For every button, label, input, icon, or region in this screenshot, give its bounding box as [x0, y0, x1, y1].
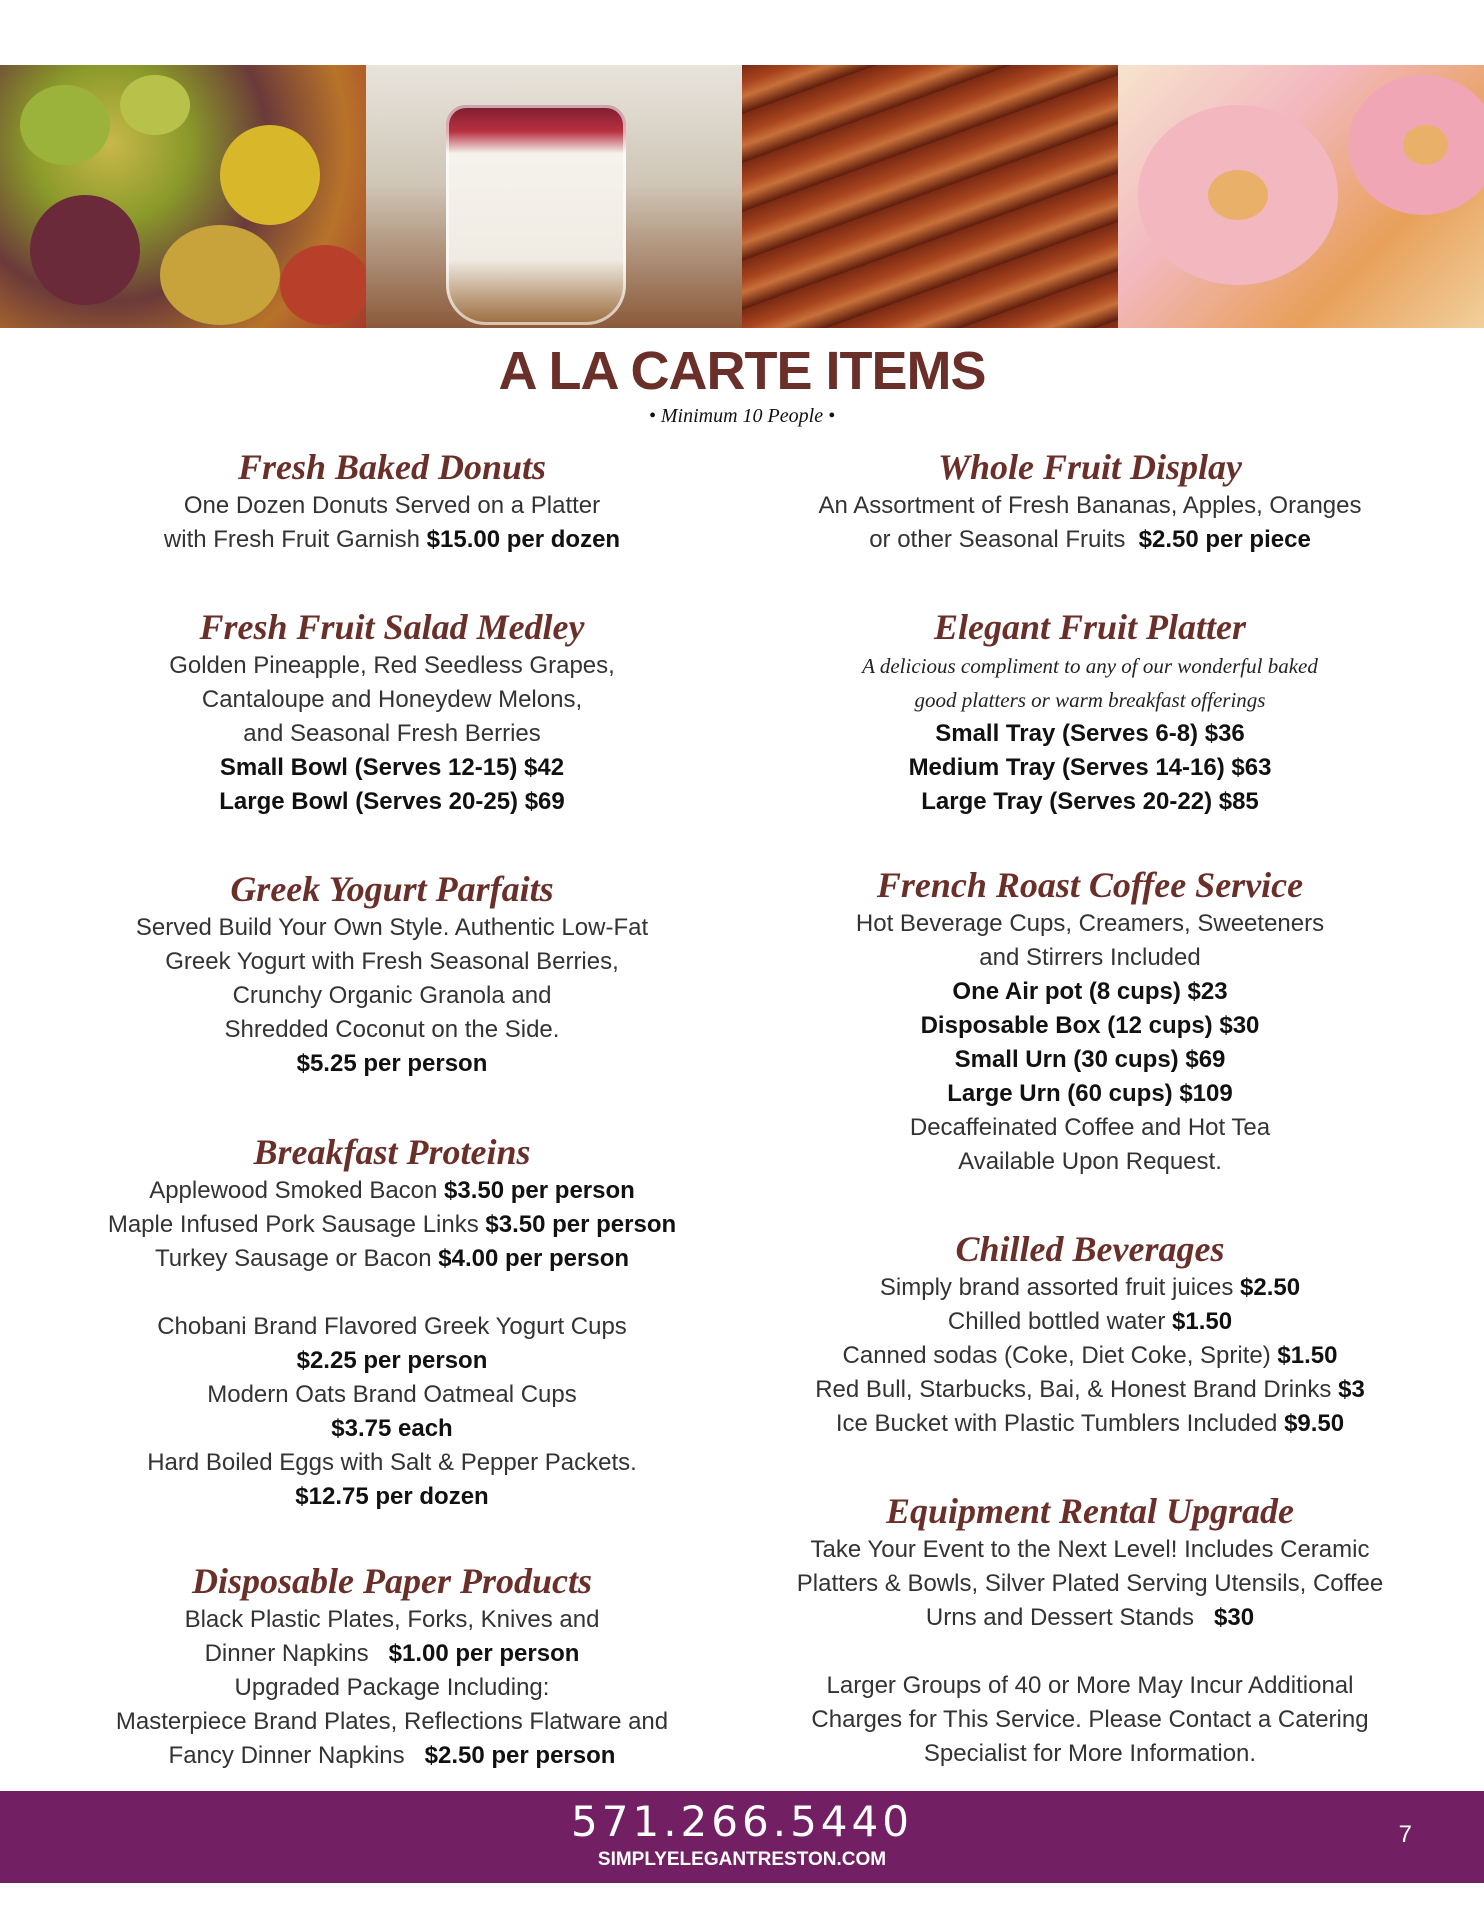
item-greek-yogurt-parfaits: Greek Yogurt Parfaits Served Build Your Own Style. Authentic Low-Fat Greek Yogurt with Fresh Seasonal Berries, Crunchy Organic Granola and Shredded Coconut on the Side. $5.25 per person — [82, 867, 702, 1081]
donut-photo — [1118, 65, 1484, 328]
price: $1.50 — [1277, 1342, 1338, 1369]
price: $1.00 per person — [388, 1640, 580, 1667]
page-number: 7 — [1398, 1821, 1412, 1848]
item-equipment-rental-upgrade: Equipment Rental Upgrade Take Your Event to the Next Level! Includes Ceramic Platters & Bowls, Silver Plated Serving Utensils, Coffee Urns and Dessert Stands $30 Larger Groups of 40 or More May Incur Additional Charges for This Service. Please Contact a Catering Specialist for More Information. — [770, 1489, 1410, 1771]
price: Medium Tray (Serves 14-16) $63 — [908, 754, 1272, 781]
item-title: French Roast Coffee Service — [876, 865, 1304, 905]
price: Disposable Box (12 cups) $30 — [920, 1012, 1260, 1039]
price: Large Bowl (Serves 20-25) $69 — [219, 788, 565, 815]
price: $3.50 per person — [444, 1177, 635, 1204]
item-fresh-baked-donuts: Fresh Baked Donuts One Dozen Donuts Served on a Platter with Fresh Fruit Garnish $15.00 per dozen — [82, 445, 702, 557]
price: $3 — [1338, 1376, 1365, 1403]
price: $30 — [1214, 1604, 1255, 1631]
page-title: A LA CARTE ITEMS — [498, 341, 986, 401]
hero-photo-strip — [0, 65, 1484, 328]
footer-bar — [0, 1791, 1484, 1883]
price: $2.25 per person — [296, 1347, 488, 1374]
item-title: Elegant Fruit Platter — [933, 607, 1247, 647]
item-french-roast-coffee-service: French Roast Coffee Service Hot Beverage Cups, Creamers, Sweeteners and Stirrers Included One Air pot (8 cups) $23 Disposable Box (12 cups) $30 Small Urn (30 cups) $69 Large Urn (60 cups) $109 Decaffeinated Coffee and Hot Tea Available Upon Request. — [770, 863, 1410, 1179]
item-disposable-paper-products: Disposable Paper Products Black Plastic Plates, Forks, Knives and Dinner Napkins $1.00 per person Upgraded Package Including: Masterpiece Brand Plates, Reflections Flatware and Fancy Dinner Napkins $2.50 per person — [82, 1559, 702, 1773]
price: $3.75 each — [331, 1415, 453, 1442]
item-title: Chilled Beverages — [955, 1229, 1225, 1269]
fruit-photo — [0, 65, 366, 328]
item-elegant-fruit-platter: Elegant Fruit Platter A delicious compliment to any of our wonderful baked good platters or warm breakfast offerings Small Tray (Serves 6-8) $36 Medium Tray (Serves 14-16) $63 Large Tray (Serves 20-22) $85 — [770, 605, 1410, 819]
price: $2.50 — [1240, 1274, 1301, 1301]
price: $1.50 — [1172, 1308, 1233, 1335]
item-title: Equipment Rental Upgrade — [885, 1491, 1295, 1531]
price: $9.50 — [1284, 1410, 1345, 1437]
phone-number[interactable]: 571.266.5440 — [571, 1797, 913, 1846]
price: Small Bowl (Serves 12-15) $42 — [219, 754, 565, 781]
minimum-note: • Minimum 10 People • — [648, 405, 836, 427]
price: $5.25 per person — [296, 1050, 488, 1077]
price: $12.75 per dozen — [295, 1483, 489, 1510]
price: Small Tray (Serves 6-8) $36 — [935, 720, 1245, 747]
bacon-photo — [742, 65, 1118, 328]
item-title: Greek Yogurt Parfaits — [230, 869, 554, 909]
item-title: Disposable Paper Products — [192, 1561, 592, 1601]
item-title: Fresh Fruit Salad Medley — [199, 607, 585, 647]
item-title: Fresh Baked Donuts — [237, 447, 547, 487]
price: Large Tray (Serves 20-22) $85 — [921, 788, 1259, 815]
item-whole-fruit-display: Whole Fruit Display An Assortment of Fresh Bananas, Apples, Oranges or other Seasonal Fruits $2.50 per piece — [770, 445, 1410, 557]
price: Large Urn (60 cups) $109 — [947, 1080, 1233, 1107]
item-title: Whole Fruit Display — [937, 447, 1243, 487]
website-link[interactable]: SIMPLYELEGANTRESTON.COM — [597, 1849, 887, 1870]
item-title: Breakfast Proteins — [253, 1132, 531, 1172]
price: Small Urn (30 cups) $69 — [954, 1046, 1226, 1073]
item-chilled-beverages: Chilled Beverages Simply brand assorted fruit juices $2.50 Chilled bottled water $1.50 Canned sodas (Coke, Diet Coke, Sprite) $1.50 Red Bull, Starbucks, Bai, & Honest Brand Drinks $3 Ice Bucket with Plastic Tumblers Included $9.50 — [770, 1227, 1410, 1441]
price: $2.50 per piece — [1138, 526, 1311, 553]
price: $2.50 per person — [424, 1742, 616, 1769]
price: $15.00 per dozen — [426, 526, 621, 553]
item-fresh-fruit-salad-medley: Fresh Fruit Salad Medley Golden Pineapple, Red Seedless Grapes, Cantaloupe and Honeydew Melons, and Seasonal Fresh Berries Small Bowl (Serves 12-15) $42 Large Bowl (Serves 20-25) $69 — [82, 605, 702, 819]
parfait-photo — [366, 65, 742, 328]
item-breakfast-proteins: Breakfast Proteins Applewood Smoked Bacon $3.50 per person Maple Infused Pork Sausage Links $3.50 per person Turkey Sausage or Bacon $4.00 per person Chobani Brand Flavored Greek Yogurt Cups $2.25 per person Modern Oats Brand Oatmeal Cups $3.75 each Hard Boiled Eggs with Salt & Pepper Packets. $12.75 per dozen — [82, 1130, 702, 1514]
price: $4.00 per person — [438, 1245, 630, 1272]
price: $3.50 per person — [485, 1211, 677, 1238]
price: One Air pot (8 cups) $23 — [952, 978, 1228, 1005]
